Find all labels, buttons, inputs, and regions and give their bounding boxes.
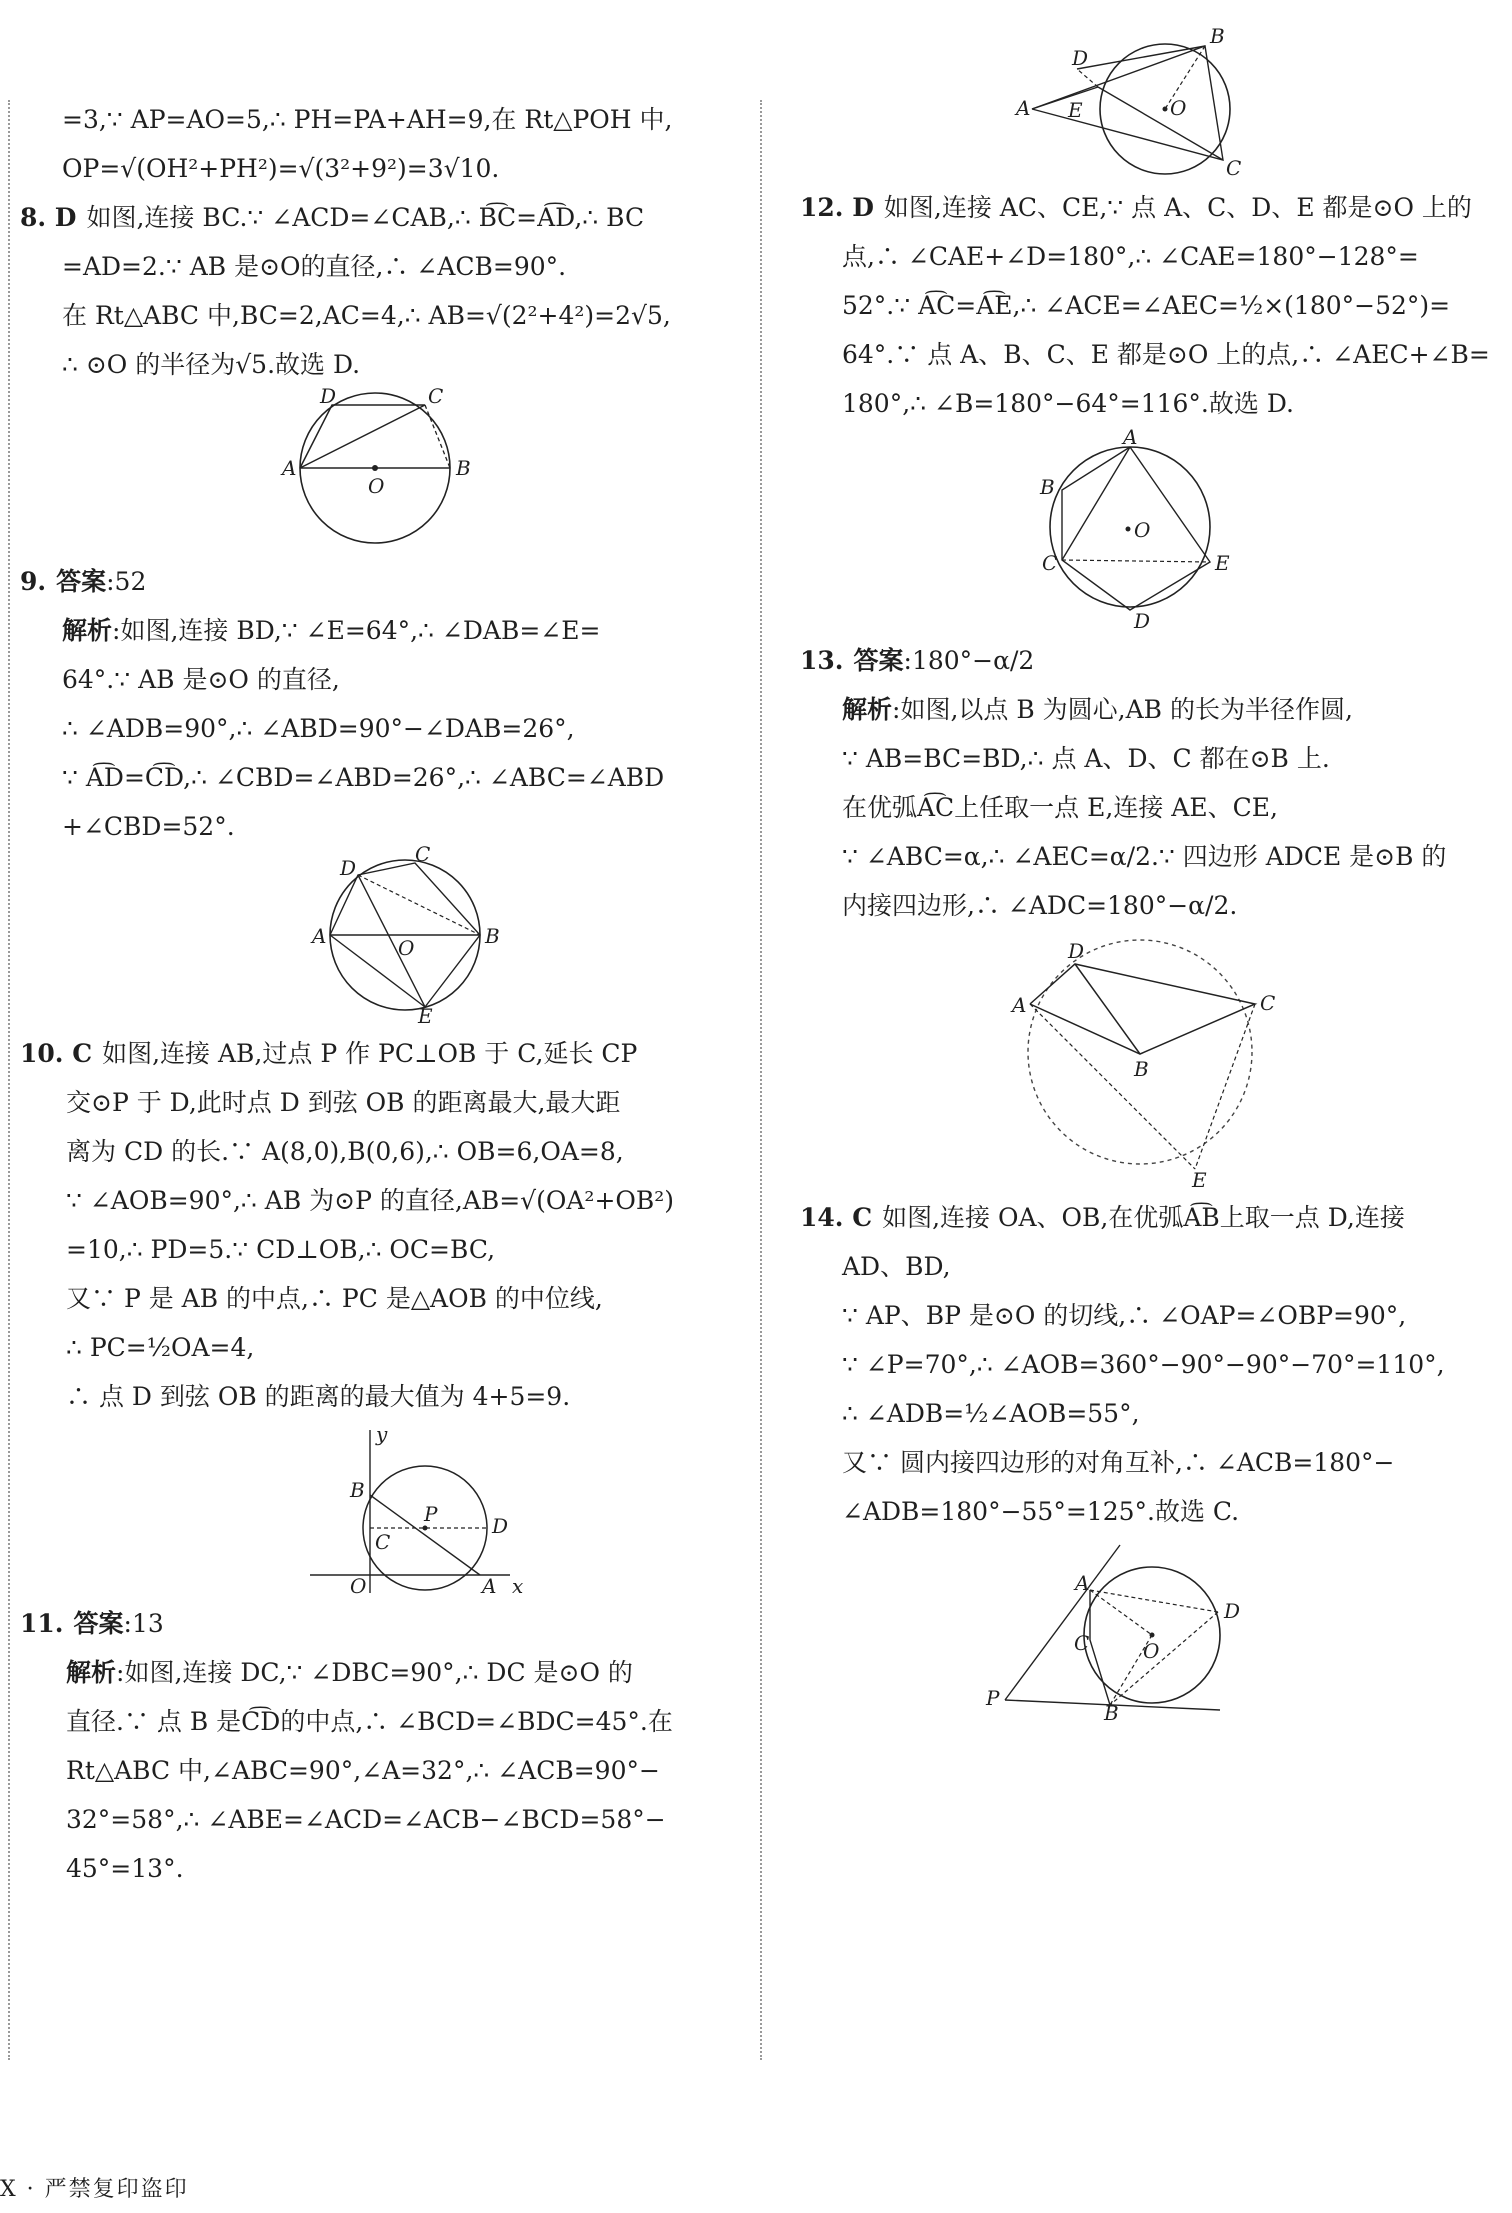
q13-answer-label: 答案	[853, 646, 904, 675]
q10-text-1: 如图,连接 AB,过点 P 作 PC⊥OB 于 C,延长 CP	[102, 1039, 638, 1068]
figure-q13	[800, 934, 1480, 1192]
fig13-label-a: A	[1012, 993, 1027, 1017]
q9-line-3: ∴ ∠ADB=90°,∴ ∠ABD=90°−∠DAB=26°,	[62, 714, 575, 743]
q9-line-4: ∵ A͡D=C͡D,∴ ∠CBD=∠ABD=26°,∴ ∠ABC=∠ABD	[62, 763, 665, 792]
q12-line-5: 180°,∴ ∠B=180°−64°=116°.故选 D.	[842, 389, 1294, 418]
q11-line-2: 直径.∵ 点 B 是C͡D的中点,∴ ∠BCD=∠BDC=45°.在	[66, 1707, 673, 1736]
q14-line-2: AD、BD,	[842, 1252, 951, 1281]
q9-line-1	[20, 606, 740, 655]
q12-line-4: 64°.∵ 点 A、B、C、E 都是⊙O 上的点,∴ ∠AEC+∠B=	[842, 340, 1490, 369]
fig9-label-a: A	[312, 924, 327, 948]
q9-answer-label: 答案	[56, 567, 107, 596]
fig9-label-o: O	[398, 936, 415, 960]
q13-line-5: 内接四边形,∴ ∠ADC=180°−α/2.	[842, 891, 1238, 920]
q8-line-2: =AD=2.∵ AB 是⊙O的直径,∴ ∠ACB=90°.	[62, 252, 567, 281]
q10-line-6: 又∵ P 是 AB 的中点,∴ PC 是△AOB 的中位线,	[66, 1284, 603, 1313]
q11-text-1: :如图,连接 DC,∵ ∠DBC=90°,∴ DC 是⊙O 的	[116, 1658, 633, 1687]
fig13-label-b: B	[1134, 1057, 1149, 1081]
fig10-label-c: C	[375, 1530, 391, 1554]
fig10-label-d: D	[492, 1514, 509, 1538]
q11-answer-label: 答案	[73, 1609, 124, 1638]
q10-number: 10. C	[20, 1039, 93, 1068]
fig10-label-b: B	[350, 1478, 365, 1502]
fig13-label-d: D	[1068, 939, 1085, 963]
fig12-label-e: E	[1215, 551, 1230, 575]
fig13-label-e: E	[1192, 1168, 1207, 1192]
figprev-label-a: A	[1016, 96, 1031, 120]
figprev-label-d: D	[1072, 46, 1089, 70]
q9-line-2: 64°.∵ AB 是⊙O 的直径,	[62, 665, 340, 694]
fig9-label-c: C	[415, 842, 431, 866]
q9-line-5: +∠CBD=52°.	[62, 812, 235, 841]
column-divider	[760, 100, 762, 2060]
fig12-label-a: A	[1123, 425, 1138, 449]
fig13-label-c: C	[1260, 991, 1276, 1015]
q13-text-1: :如图,以点 B 为圆心,AB 的长为半径作圆,	[892, 695, 1353, 724]
q12-line-1	[800, 183, 1480, 232]
fig10-label-o: O	[350, 1574, 367, 1598]
q12-line-3: 52°.∵ A͡C=A͡E,∴ ∠ACE=∠AEC=½×(180°−52°)=	[842, 291, 1451, 320]
q8-line-1	[20, 193, 740, 242]
fig12-label-o: O	[1134, 518, 1151, 542]
fig10-label-a: A	[482, 1574, 497, 1598]
q13-line-1	[800, 685, 1480, 734]
q14-line-5: ∴ ∠ADB=½∠AOB=55°,	[842, 1399, 1140, 1428]
q12-text-1: 如图,连接 AC、CE,∵ 点 A、C、D、E 都是⊙O 上的	[883, 193, 1472, 222]
fig9-label-b: B	[485, 924, 500, 948]
q11-line-3: Rt△ABC 中,∠ABC=90°,∠A=32°,∴ ∠ACB=90°−	[66, 1756, 660, 1785]
fig10-label-p: P	[424, 1502, 438, 1526]
q10-line-5: =10,∴ PD=5.∵ CD⊥OB,∴ OC=BC,	[66, 1235, 496, 1264]
q14-line-7: ∠ADB=180°−55°=125°.故选 C.	[842, 1497, 1240, 1526]
q9-analysis-label: 解析	[62, 616, 113, 645]
fig8-label-c: C	[428, 384, 444, 408]
figprev-label-c: C	[1226, 156, 1242, 180]
continuation-line-2: OP=√(OH²+PH²)=√(3²+9²)=3√10.	[62, 154, 500, 183]
q11-answer-line	[20, 1599, 740, 1648]
q8-number: 8. D	[20, 203, 77, 232]
q11-line-1	[20, 1648, 740, 1697]
figure-q8	[20, 384, 740, 553]
figure-q10	[20, 1422, 740, 1598]
fig9-label-e: E	[418, 1004, 433, 1028]
q8-text-1: 如图,连接 BC.∵ ∠ACD=∠CAB,∴ B͡C=A͡D,∴ BC	[86, 203, 645, 232]
figure-q14	[800, 1540, 1480, 1725]
fig14-label-c: C	[1074, 1631, 1090, 1655]
q10-line-8: ∴ 点 D 到弦 OB 的距离的最大值为 4+5=9.	[66, 1382, 571, 1411]
figure-q12	[800, 425, 1480, 633]
q11-line-5: 45°=13°.	[66, 1854, 184, 1883]
fig12-label-c: C	[1042, 551, 1058, 575]
q14-line-1	[800, 1193, 1480, 1242]
figprev-label-e: E	[1068, 98, 1083, 122]
figprev-label-o: O	[1170, 96, 1187, 120]
q10-line-2: 交⊙P 于 D,此时点 D 到弦 OB 的距离最大,最大距	[66, 1088, 621, 1117]
q12-line-2: 点,∴ ∠CAE+∠D=180°,∴ ∠CAE=180°−128°=	[842, 242, 1419, 271]
q8-line-4: ∴ ⊙O 的半径为√5.故选 D.	[62, 350, 361, 379]
q10-line-3: 离为 CD 的长.∵ A(8,0),B(0,6),∴ OB=6,OA=8,	[66, 1137, 624, 1166]
fig10-label-y: y	[376, 1422, 388, 1446]
q9-number: 9.	[20, 567, 47, 596]
q11-analysis-label: 解析	[66, 1658, 117, 1687]
q13-line-4: ∵ ∠ABC=α,∴ ∠AEC=α/2.∵ 四边形 ADCE 是⊙B 的	[842, 842, 1447, 871]
figure-prev	[800, 9, 1480, 179]
page-footer: X · 严禁复印盗印	[0, 2177, 189, 2202]
margin-guide	[8, 100, 10, 2060]
q14-line-4: ∵ ∠P=70°,∴ ∠AOB=360°−90°−90°−70°=110°,	[842, 1350, 1445, 1379]
right-column	[800, 5, 1490, 1725]
q13-number: 13.	[800, 646, 844, 675]
fig12-label-b: B	[1040, 475, 1055, 499]
fig12-label-d: D	[1134, 609, 1151, 633]
q10-line-1	[20, 1029, 740, 1078]
q14-line-3: ∵ AP、BP 是⊙O 的切线,∴ ∠OAP=∠OBP=90°,	[842, 1301, 1407, 1330]
fig10-label-x: x	[512, 1574, 524, 1598]
q14-line-6: 又∵ 圆内接四边形的对角互补,∴ ∠ACB=180°−	[842, 1448, 1395, 1477]
q8-line-3: 在 Rt△ABC 中,BC=2,AC=4,∴ AB=√(2²+4²)=2√5,	[62, 301, 671, 330]
fig8-label-b: B	[456, 456, 471, 480]
q10-line-7: ∴ PC=½OA=4,	[66, 1333, 255, 1362]
fig14-label-d: D	[1224, 1599, 1241, 1623]
figprev-label-b: B	[1210, 24, 1225, 48]
q13-answer: :180°−α/2	[903, 646, 1035, 675]
fig8-label-a: A	[282, 456, 297, 480]
fig14-label-o: O	[1143, 1639, 1160, 1663]
fig14-label-p: P	[986, 1686, 1000, 1710]
q14-text-1: 如图,连接 OA、OB,在优弧A͡B上取一点 D,连接	[882, 1203, 1405, 1232]
q12-number: 12. D	[800, 193, 874, 222]
q11-answer: :13	[123, 1609, 164, 1638]
q9-answer: :52	[106, 567, 147, 596]
fig8-label-d: D	[320, 384, 337, 408]
figure-q9	[20, 842, 740, 1028]
q9-answer-line	[20, 557, 740, 606]
q13-analysis-label: 解析	[842, 695, 893, 724]
continuation-line-1: =3,∵ AP=AO=5,∴ PH=PA+AH=9,在 Rt△POH 中,	[62, 105, 673, 134]
q11-number: 11.	[20, 1609, 64, 1638]
fig8-label-o: O	[368, 474, 385, 498]
q13-line-3: 在优弧A͡C上任取一点 E,连接 AE、CE,	[842, 793, 1278, 822]
q9-text-1: :如图,连接 BD,∵ ∠E=64°,∴ ∠DAB=∠E=	[112, 616, 601, 645]
q10-line-4: ∵ ∠AOB=90°,∴ AB 为⊙P 的直径,AB=√(OA²+OB²)	[66, 1186, 675, 1215]
q14-number: 14. C	[800, 1203, 873, 1232]
left-column	[20, 95, 740, 1893]
fig14-label-a: A	[1075, 1571, 1090, 1595]
fig9-label-d: D	[340, 856, 357, 880]
q13-line-2: ∵ AB=BC=BD,∴ 点 A、D、C 都在⊙B 上.	[842, 744, 1330, 773]
q13-answer-line	[800, 636, 1480, 685]
fig14-label-b: B	[1104, 1701, 1119, 1725]
q11-line-4: 32°=58°,∴ ∠ABE=∠ACD=∠ACB−∠BCD=58°−	[66, 1805, 666, 1834]
